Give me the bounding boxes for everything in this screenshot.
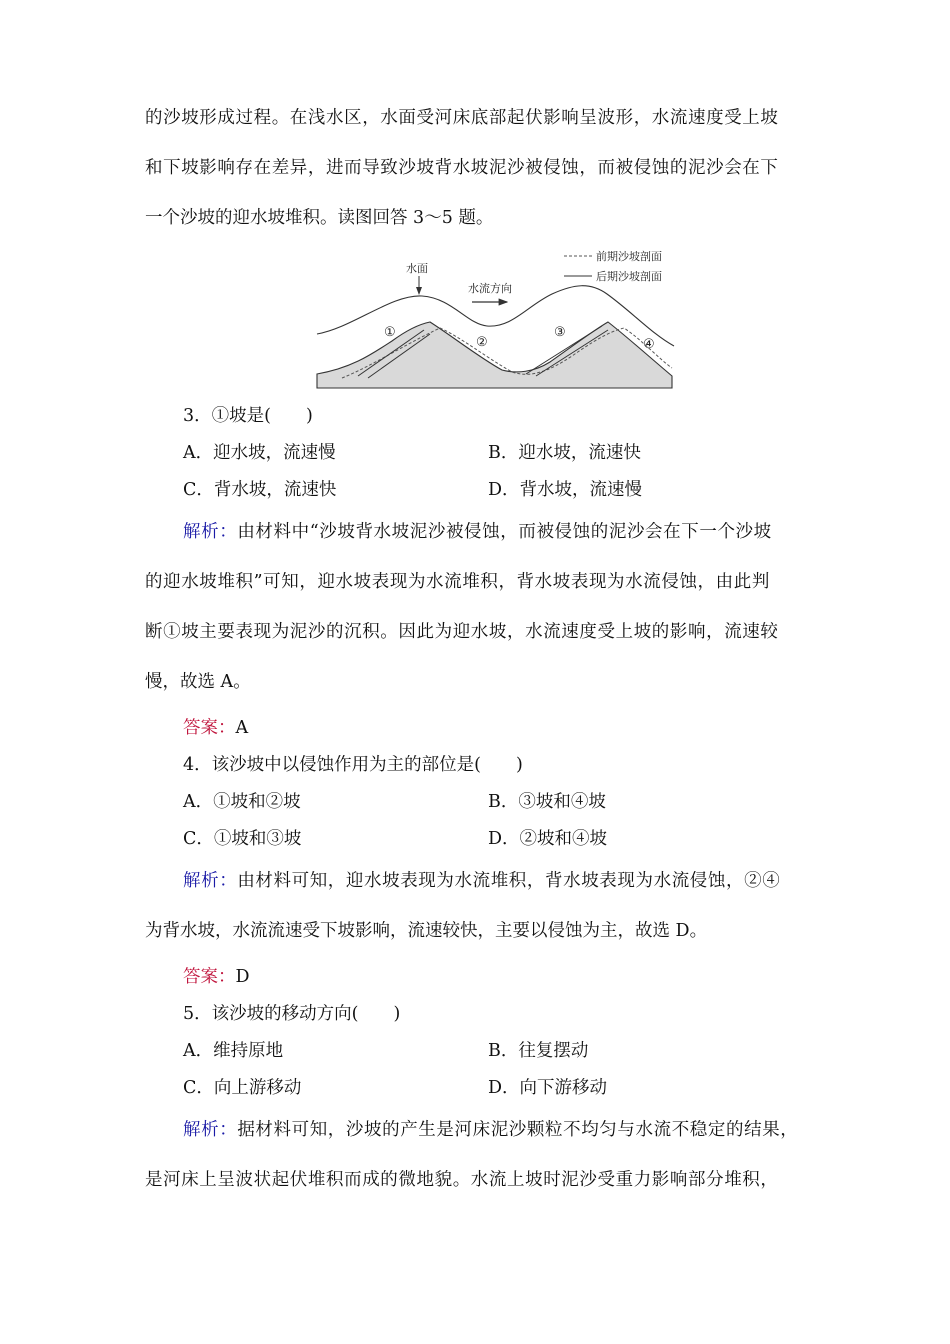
q3-answer-line xyxy=(183,714,815,739)
q5-analysis-label: 解析： xyxy=(183,1120,238,1140)
q4-option-c: C．①坡和③坡 xyxy=(183,829,302,849)
q3-answer-label: 答案： xyxy=(183,718,236,738)
q5-option-a: A．维持原地 xyxy=(183,1041,284,1061)
q4-analysis-label: 解析： xyxy=(183,871,238,891)
slope-mark-1: ① xyxy=(384,325,396,340)
q3-analysis-label: 解析： xyxy=(183,522,238,542)
slope-mark-3: ③ xyxy=(554,325,566,340)
q3-stem: 3．①坡是( ) xyxy=(183,406,313,426)
water-surface-label: 水面 xyxy=(406,262,428,275)
q3-option-a: A．迎水坡，流速慢 xyxy=(183,443,336,463)
intro-line-2: 和下坡影响存在差异，进而导致沙坡背水坡泥沙被侵蚀，而被侵蚀的泥沙会在下 xyxy=(145,158,779,178)
q3-analysis-line-1 xyxy=(183,518,815,543)
q5-stem: 5．该沙坡的移动方向( ) xyxy=(183,1004,401,1024)
q3-analysis-line-4: 慢，故选 A。 xyxy=(145,672,251,692)
q3-analysis-line-2: 的迎水坡堆积”可知，迎水坡表现为水流堆积，背水坡表现为水流侵蚀，由此判 xyxy=(145,572,770,592)
q3-option-d: D．背水坡，流速慢 xyxy=(488,480,643,500)
slope-mark-4: ④ xyxy=(643,337,655,352)
q5-option-b: B．往复摆动 xyxy=(488,1041,589,1061)
slope-mark-2: ② xyxy=(476,335,488,350)
q3-answer-value: A xyxy=(235,718,249,738)
q4-analysis-line-1 xyxy=(183,867,815,892)
q5-analysis-line-1 xyxy=(183,1116,815,1141)
q4-option-a: A．①坡和②坡 xyxy=(183,792,301,812)
q4-answer-value: D xyxy=(235,967,250,987)
q3-option-b: B．迎水坡，流速快 xyxy=(488,443,641,463)
q5-option-c: C．向上游移动 xyxy=(183,1078,302,1098)
q3-option-c: C．背水坡，流速快 xyxy=(183,480,337,500)
q3-analysis-text-1: 由材料中“沙坡背水坡泥沙被侵蚀，而被侵蚀的泥沙会在下一个沙坡 xyxy=(237,522,772,542)
q5-option-d: D．向下游移动 xyxy=(488,1078,608,1098)
q4-option-d: D．②坡和④坡 xyxy=(488,829,608,849)
sand-wave-profile-figure xyxy=(312,246,678,392)
q4-stem: 4．该沙坡中以侵蚀作用为主的部位是( ) xyxy=(183,755,523,775)
q4-analysis-text-1: 由材料可知，迎水坡表现为水流堆积，背水坡表现为水流侵蚀，②④ xyxy=(237,871,781,891)
q4-answer-label: 答案： xyxy=(183,967,236,987)
q5-analysis-text-1: 据材料可知，沙坡的产生是河床泥沙颗粒不均匀与水流不稳定的结果， xyxy=(237,1120,799,1140)
q4-option-b: B．③坡和④坡 xyxy=(488,792,606,812)
q4-answer-line xyxy=(183,963,815,988)
late-sand-profile xyxy=(317,322,672,388)
flow-direction-label: 水流方向 xyxy=(468,282,512,295)
intro-line-3: 一个沙坡的迎水坡堆积。读图回答 3～5 题。 xyxy=(145,208,494,228)
legend-early-label: 前期沙坡剖面 xyxy=(596,250,662,263)
q5-analysis-line-2: 是河床上呈波状起伏堆积而成的微地貌。水流上坡时泥沙受重力影响部分堆积， xyxy=(145,1170,779,1190)
legend-late-label: 后期沙坡剖面 xyxy=(596,270,662,283)
q4-analysis-line-2: 为背水坡，水流流速受下坡影响，流速较快，主要以侵蚀为主，故选 D。 xyxy=(145,921,708,941)
q3-analysis-line-3: 断①坡主要表现为泥沙的沉积。因此为迎水坡，水流速度受上坡的影响，流速较 xyxy=(145,622,779,642)
intro-line-1: 的沙坡形成过程。在浅水区，水面受河床底部起伏影响呈波形，水流速度受上坡 xyxy=(145,108,779,128)
